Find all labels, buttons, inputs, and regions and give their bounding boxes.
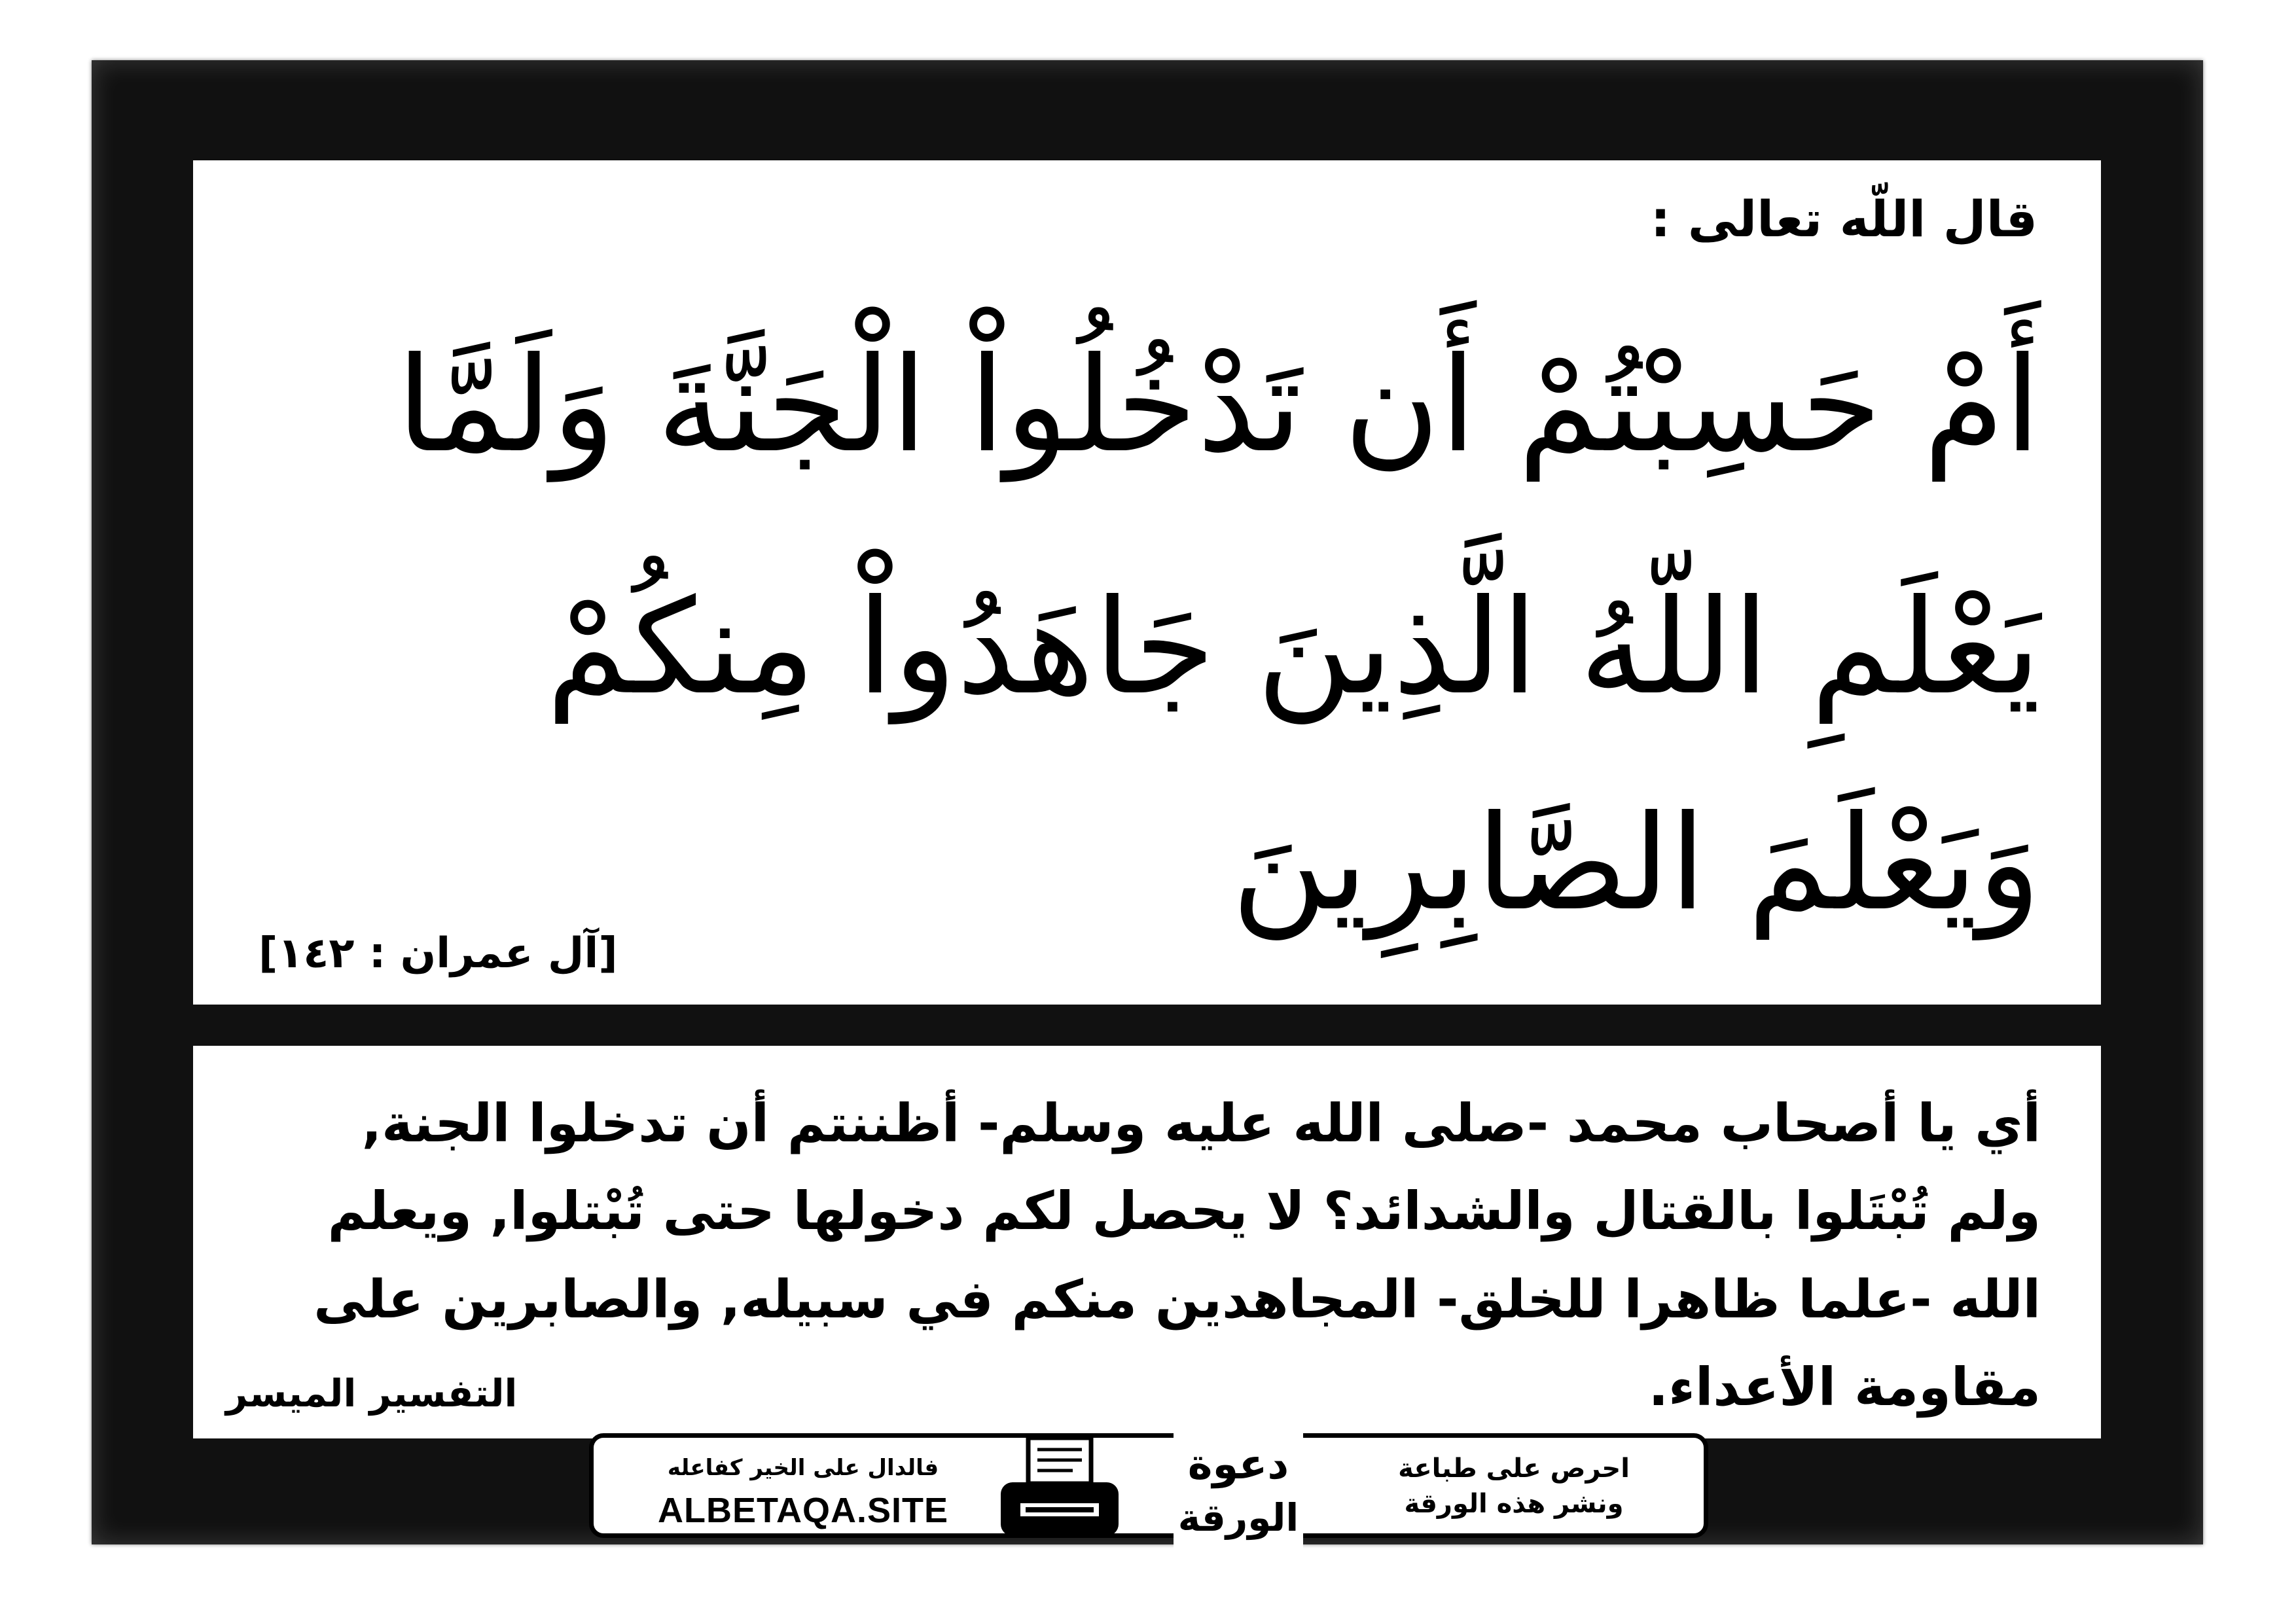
- intro-heading: قال اللّه تعالى :: [1650, 190, 2037, 248]
- footer-website-block: [594, 1438, 1013, 1533]
- verse-line-3: وَيَعْلَمَ الصَّابِرِينَ: [1231, 787, 2041, 940]
- footer-note-block: [1324, 1438, 1704, 1533]
- website-link[interactable]: ALBETAQA.SITE: [658, 1491, 948, 1530]
- footer-bar: [589, 1433, 1708, 1538]
- footer-note-line-2: ونشر هذه الورقة: [1404, 1489, 1624, 1519]
- logo-text-2: الورقة: [1177, 1495, 1299, 1540]
- verse-line-2: يَعْلَمِ اللّهُ الَّذِينَ جَاهَدُواْ مِنكُمْ: [546, 571, 2041, 724]
- footer-slogan: فالدال على الخير كفاعله: [667, 1455, 939, 1481]
- logo-text-1: دعوة: [1187, 1440, 1289, 1489]
- printer-icon: [994, 1435, 1125, 1543]
- tafsir-source: التفسير الميسر: [226, 1371, 518, 1416]
- verse-line-1: أَمْ حَسِبْتُمْ أَن تَدْخُلُواْ الْجَنَّةَ وَلَمَّا: [396, 329, 2041, 482]
- footer-note-line-1: احرص على طباعة: [1398, 1454, 1630, 1484]
- verse-reference: [آل عمران : ١٤٢]: [259, 929, 618, 978]
- dawa-warqa-logo: [1170, 1425, 1307, 1556]
- tafsir-text: أي يا أصحاب محمد -صلى الله عليه وسلم- أظننتم أن تدخلوا الجنة, ولم تُبْتَلوا بالقتال والشدائد؟ لا يحصل لكم دخولها حتى تُبْتلوا, ويعلم الله -علما ظاهرا للخلق- المجاهدين منكم في سبيله, والصابرين على مقاومة الأعداء.: [314, 1093, 2041, 1418]
